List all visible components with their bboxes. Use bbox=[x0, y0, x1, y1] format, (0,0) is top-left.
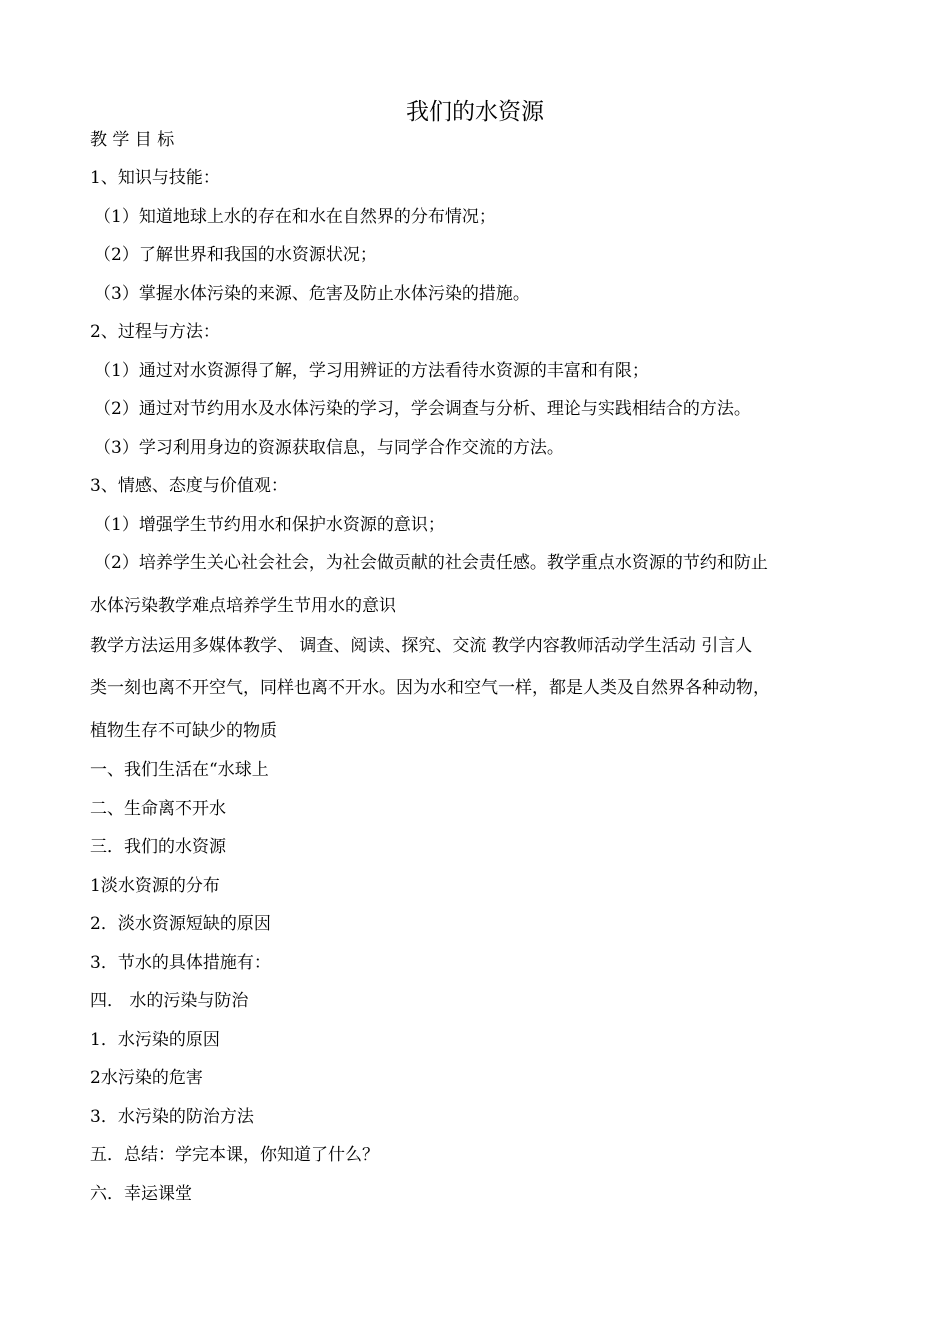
outline-subitem: 3．节水的具体措施有： bbox=[90, 953, 271, 973]
heading-knowledge-skills: 1、知识与技能： bbox=[90, 168, 220, 188]
goal-item: （3）学习利用身边的资源获取信息，与同学合作交流的方法。 bbox=[94, 438, 564, 458]
paragraph-line: 教学方法运用多媒体教学、 调查、阅读、探究、交流 教学内容教师活动学生活动 引言人 bbox=[90, 636, 753, 656]
section-heading-teaching-goals: 教 学 目 标 bbox=[90, 130, 175, 150]
heading-process-methods: 2、过程与方法： bbox=[90, 322, 220, 342]
goal-item: （2）了解世界和我国的水资源状况； bbox=[94, 245, 377, 265]
outline-subitem: 2．淡水资源短缺的原因 bbox=[90, 914, 271, 934]
outline-item: 二、生命离不开水 bbox=[90, 799, 226, 819]
outline-item: 五．总结：学完本课，你知道了什么？ bbox=[90, 1145, 379, 1165]
outline-item: 一、我们生活在“水球上 bbox=[90, 760, 269, 780]
outline-item: 四． 水的污染与防治 bbox=[90, 991, 249, 1011]
outline-item: 六．幸运课堂 bbox=[90, 1184, 192, 1204]
goal-item: （3）掌握水体污染的来源、危害及防止水体污染的措施。 bbox=[94, 284, 530, 304]
goal-item: （1）知道地球上水的存在和水在自然界的分布情况； bbox=[94, 207, 496, 227]
goal-item: （2）通过对节约用水及水体污染的学习，学会调查与分析、理论与实践相结合的方法。 bbox=[94, 399, 751, 419]
paragraph-line: 水体污染教学难点培养学生节用水的意识 bbox=[90, 596, 396, 616]
goal-item: （1）增强学生节约用水和保护水资源的意识； bbox=[94, 515, 445, 535]
goal-item: （2）培养学生关心社会社会，为社会做贡献的社会责任感。教学重点水资源的节约和防止 bbox=[94, 553, 768, 573]
outline-item: 三．我们的水资源 bbox=[90, 837, 226, 857]
document-title: 我们的水资源 bbox=[406, 99, 544, 125]
outline-subitem: 1．水污染的原因 bbox=[90, 1030, 220, 1050]
paragraph-line: 植物生存不可缺少的物质 bbox=[90, 721, 277, 741]
outline-subitem: 1淡水资源的分布 bbox=[90, 876, 220, 896]
outline-subitem: 2水污染的危害 bbox=[90, 1068, 203, 1088]
paragraph-line: 类一刻也离不开空气，同样也离不开水。因为水和空气一样，都是人类及自然界各种动物， bbox=[90, 678, 770, 698]
goal-item: （1）通过对水资源得了解，学习用辨证的方法看待水资源的丰富和有限； bbox=[94, 361, 649, 381]
heading-emotions-values: 3、情感、态度与价值观： bbox=[90, 476, 288, 496]
outline-subitem: 3．水污染的防治方法 bbox=[90, 1107, 254, 1127]
